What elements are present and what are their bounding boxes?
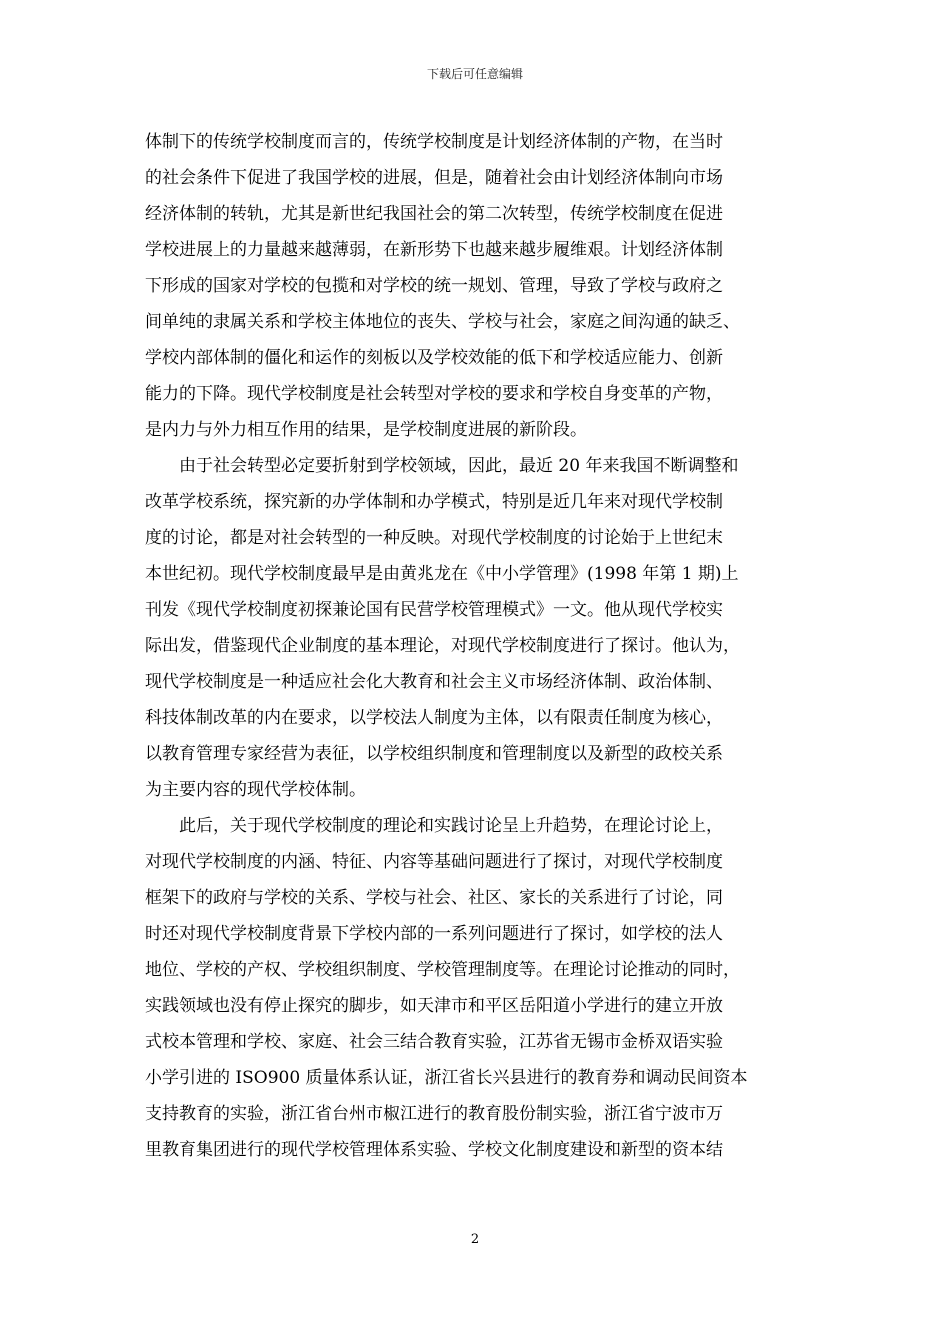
text-line: 实践领域也没有停止探究的脚步，如天津市和平区岳阳道小学进行的建立开放 bbox=[145, 996, 723, 1016]
text-line: 小学引进的 ISO900 质量体系认证，浙江省长兴县进行的教育券和调动民间资本 bbox=[145, 1068, 748, 1088]
page-number: 2 bbox=[470, 1232, 480, 1247]
text-line: 时还对现代学校制度背景下学校内部的一系列问题进行了探讨，如学校的法人 bbox=[145, 924, 723, 944]
text-line: 是内力与外力相互作用的结果，是学校制度进展的新阶段。 bbox=[145, 420, 587, 440]
text-line: 刊发《现代学校制度初探兼论国有民营学校管理模式》一文。他从现代学校实 bbox=[145, 600, 723, 620]
page-header: 下载后可任意编辑 bbox=[426, 67, 523, 81]
text-line: 为主要内容的现代学校体制。 bbox=[145, 780, 366, 800]
text-line: 学校内部体制的僵化和运作的刻板以及学校效能的低下和学校适应能力、创新 bbox=[145, 348, 723, 368]
text-line: 此后，关于现代学校制度的理论和实践讨论呈上升趋势，在理论讨论上， bbox=[179, 816, 723, 836]
document-body bbox=[145, 124, 811, 1168]
text-line: 科技体制改革的内在要求，以学校法人制度为主体，以有限责任制度为核心， bbox=[145, 708, 723, 728]
text-line: 地位、学校的产权、学校组织制度、学校管理制度等。在理论讨论推动的同时， bbox=[145, 960, 740, 980]
paragraph-1 bbox=[145, 124, 811, 448]
text-line: 改革学校系统，探究新的办学体制和办学模式，特别是近几年来对现代学校制 bbox=[145, 492, 723, 512]
text-line: 间单纯的隶属关系和学校主体地位的丧失、学校与社会，家庭之间沟通的缺乏、 bbox=[145, 312, 740, 332]
text-line: 支持教育的实验，浙江省台州市椒江进行的教育股份制实验，浙江省宁波市万 bbox=[145, 1104, 723, 1124]
text-line: 体制下的传统学校制度而言的，传统学校制度是计划经济体制的产物，在当时 bbox=[145, 132, 723, 152]
text-line: 的社会条件下促进了我国学校的进展，但是，随着社会由计划经济体制向市场 bbox=[145, 168, 723, 188]
text-line: 度的讨论，都是对社会转型的一种反映。对现代学校制度的讨论始于上世纪末 bbox=[145, 528, 723, 548]
text-line: 以教育管理专家经营为表征，以学校组织制度和管理制度以及新型的政校关系 bbox=[145, 744, 723, 764]
text-line: 对现代学校制度的内涵、特征、内容等基础问题进行了探讨，对现代学校制度 bbox=[145, 852, 723, 872]
paragraph-3 bbox=[145, 808, 811, 1168]
text-line: 式校本管理和学校、家庭、社会三结合教育实验，江苏省无锡市金桥双语实验 bbox=[145, 1032, 723, 1052]
text-line: 能力的下降。现代学校制度是社会转型对学校的要求和学校自身变革的产物， bbox=[145, 384, 723, 404]
text-line: 下形成的国家对学校的包揽和对学校的统一规划、管理，导致了学校与政府之 bbox=[145, 276, 723, 296]
text-line: 学校进展上的力量越来越薄弱，在新形势下也越来越步履维艰。计划经济体制 bbox=[145, 240, 723, 260]
text-line: 框架下的政府与学校的关系、学校与社会、社区、家长的关系进行了讨论，同 bbox=[145, 888, 723, 908]
text-line: 经济体制的转轨，尤其是新世纪我国社会的第二次转型，传统学校制度在促进 bbox=[145, 204, 723, 224]
text-line: 由于社会转型必定要折射到学校领域，因此，最近 20 年来我国不断调整和 bbox=[179, 456, 739, 476]
paragraph-2 bbox=[145, 448, 811, 808]
text-line: 里教育集团进行的现代学校管理体系实验、学校文化制度建设和新型的资本结 bbox=[145, 1140, 723, 1160]
text-line: 现代学校制度是一种适应社会化大教育和社会主义市场经济体制、政治体制、 bbox=[145, 672, 723, 692]
text-line: 本世纪初。现代学校制度最早是由黄兆龙在《中小学管理》(1998 年第 1 期)上 bbox=[145, 564, 739, 584]
text-line: 际出发，借鉴现代企业制度的基本理论，对现代学校制度进行了探讨。他认为， bbox=[145, 636, 740, 656]
